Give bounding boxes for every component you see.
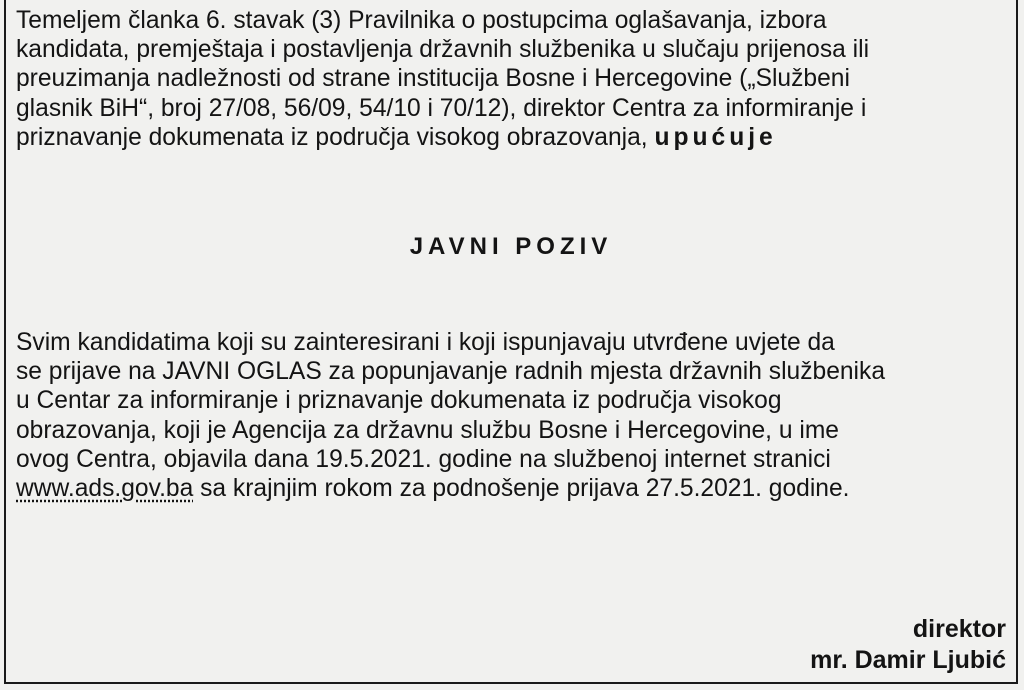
body-line: Svim kandidatima koji su zainteresirani i koji ispunjavaju utvrđene uvjete da bbox=[16, 329, 835, 356]
notice-document bbox=[16, 6, 1006, 674]
signature-title: direktor bbox=[912, 615, 1006, 643]
intro-line: Temeljem članka 6. stavak (3) Pravilnika o postupcima oglašavanja, izbora bbox=[16, 7, 827, 34]
intro-line: glasnik BiH“, broj 27/08, 56/09, 54/10 i 70/12), direktor Centra za informiranje i bbox=[16, 94, 867, 122]
body-line: u Centar za informiranje i priznavanje dokumenata iz područja visokog bbox=[16, 387, 782, 415]
signature-name: mr. Damir Ljubić bbox=[810, 646, 1006, 674]
intro-emphasis: upućuje bbox=[654, 123, 777, 151]
page-title: JAVNI POZIV bbox=[409, 233, 613, 260]
intro-last-line-text: priznavanje dokumenata iz područja visokog obrazovanja, bbox=[16, 123, 655, 151]
intro-line: preuzimanja nadležnosti od strane institucija Bosne i Hercegovine („Službeni bbox=[16, 65, 850, 93]
website-link[interactable]: www.ads.gov.ba bbox=[16, 475, 194, 503]
body-line bbox=[16, 474, 885, 503]
body-line: se prijave na JAVNI OGLAS za popunjavanje radnih mjesta državnih službenika bbox=[16, 358, 885, 386]
intro-paragraph bbox=[16, 6, 1006, 152]
body-line: ovog Centra, objavila dana 19.5.2021. godine na službenoj internet stranici bbox=[16, 445, 831, 473]
body-paragraph bbox=[16, 328, 885, 503]
intro-line bbox=[16, 123, 1006, 152]
signature-block bbox=[810, 614, 1006, 676]
body-line: obrazovanja, koji je Agencija za državnu službu Bosne i Hercegovine, u ime bbox=[16, 416, 839, 444]
body-last-line-rest: sa krajnjim rokom za podnošenje prijava 27.5.2021. godine. bbox=[193, 475, 850, 503]
intro-line: kandidata, premještaja i postavljenja državnih službenika u slučaju prijenosa ili bbox=[16, 36, 870, 64]
